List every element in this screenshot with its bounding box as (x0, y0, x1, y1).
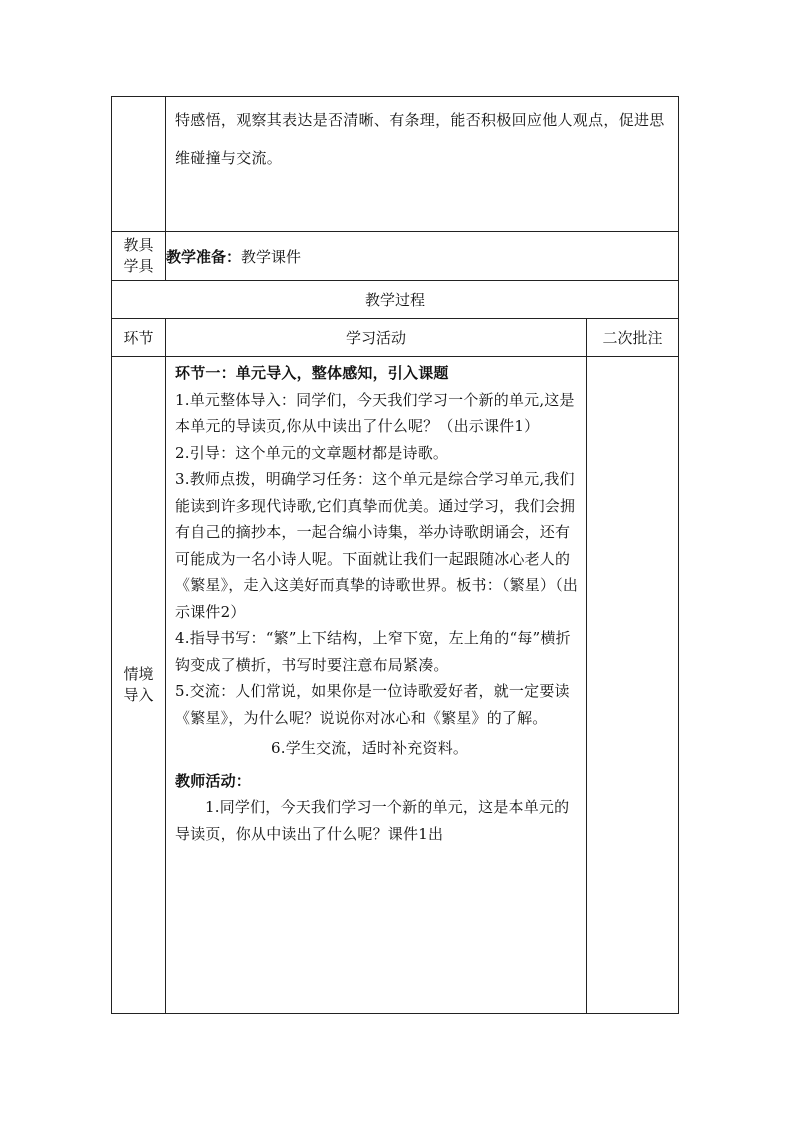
notes-cell (587, 357, 679, 1014)
tools-label-line1: 教具 (123, 236, 154, 254)
tools-label (112, 232, 166, 281)
lesson-plan-table (111, 96, 679, 1014)
tools-row (112, 232, 679, 281)
header-activity: 学习活动 (166, 319, 587, 357)
stage-label-line1: 情境 (123, 665, 154, 683)
activity-paragraph-6: 6.学生交流，适时补充资料。 (271, 739, 469, 757)
objectives-cell (166, 97, 679, 232)
prep-value: 教学课件 (241, 247, 302, 266)
teaching-prep (166, 232, 679, 281)
section-heading: 环节一：单元导入，整体感知，引入课题 (175, 364, 449, 382)
objectives-row (112, 97, 679, 232)
activity-cell (166, 357, 587, 1014)
content-row (112, 357, 679, 1014)
objectives-text: 特感悟，观察其表达是否清晰、有条理，能否积极回应他人观点，促进思维碰撞与交流。 (175, 111, 665, 167)
objectives-label-cell (112, 97, 166, 232)
header-row (112, 319, 679, 357)
teacher-activity-heading: 教师活动： (175, 771, 252, 790)
activity-paragraph-2: 2.引导：这个单元的文章题材都是诗歌。 (175, 443, 449, 462)
header-notes: 二次批注 (587, 319, 679, 357)
stage-label-line2: 导入 (123, 686, 154, 704)
tools-label-line2: 学具 (123, 257, 154, 275)
teacher-activity-paragraph-1: 1.同学们，今天我们学习一个新的单元，这是本单元的导读页，你从中读出了什么呢？课件1出 (175, 798, 570, 843)
activity-paragraph-3: 3.教师点拨，明确学习任务：这个单元是综合学习单元,我们能读到许多现代诗歌,它们真挚而优美。通过学习，我们会拥有自己的摘抄本，一起合编小诗集，举办诗歌朗诵会，还有可能成为一名小诗人呢。下面就让我们一起跟随冰心老人的《繁星》，走入这美好而真挚的诗歌世界。板书：（繁星）（出示课件2） (175, 470, 579, 621)
activity-paragraph-4: 4.指导书写：“繁”上下结构，上窄下宽，左上角的“每”横折钩变成了横折，书写时要注意布局紧凑。 (175, 629, 571, 674)
header-stage: 环节 (112, 319, 166, 357)
prep-label: 教学准备： (166, 247, 242, 266)
activity-paragraph-1: 1.单元整体导入：同学们，今天我们学习一个新的单元,这是本单元的导读页,你从中读出了什么呢？（出示课件1） (175, 390, 575, 435)
stage-label (112, 357, 166, 1014)
process-title: 教学过程 (112, 281, 679, 319)
process-title-row (112, 281, 679, 319)
activity-paragraph-5: 5.交流：人们常说，如果你是一位诗歌爱好者，就一定要读《繁星》，为什么呢？说说你对冰心和《繁星》的了解。 (175, 682, 570, 727)
